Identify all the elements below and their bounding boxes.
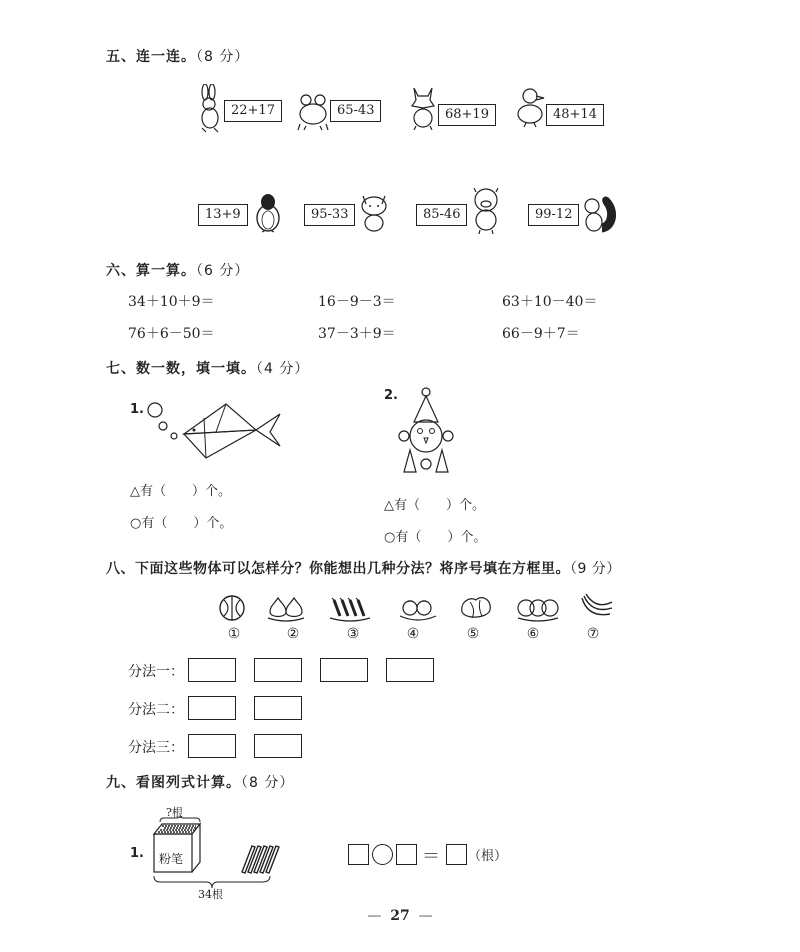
pears-icon xyxy=(266,594,306,622)
cat-icon xyxy=(358,190,390,232)
watermelon-icon xyxy=(218,594,246,622)
calc-1-2: 16－9－3＝ xyxy=(318,294,396,310)
unit-label: （根） xyxy=(468,849,508,864)
question-label: ?根 xyxy=(166,806,183,819)
equals-sign: ＝ xyxy=(422,846,440,867)
expr-box-bottom-4: 99-12 xyxy=(528,204,579,226)
page-number-value: 27 xyxy=(390,908,410,924)
q9-1-number: 1. xyxy=(130,846,144,861)
equation-box-2[interactable] xyxy=(396,844,417,865)
section-6-heading xyxy=(106,260,249,280)
result-box[interactable] xyxy=(446,844,467,865)
q7-1-triangle-answer: △有（ ）个。 xyxy=(130,484,231,499)
answer-box[interactable] xyxy=(188,658,236,682)
section-9-heading xyxy=(106,772,294,792)
q7-1-circle-answer: ○有（ ）个。 xyxy=(130,516,233,531)
calc-1-1: 34＋10＋9＝ xyxy=(128,294,215,310)
page-number: — 27 — xyxy=(367,908,433,924)
bananas-icon xyxy=(578,592,614,622)
section-9-title: 九、看图列式计算。 xyxy=(106,775,241,791)
calc-2-3: 66－9＋7＝ xyxy=(502,326,580,342)
answer-box[interactable] xyxy=(254,734,302,758)
q7-1-number: 1. xyxy=(130,402,144,417)
answer-box[interactable] xyxy=(386,658,434,682)
object-label-4: ④ xyxy=(406,626,420,642)
pig-icon xyxy=(470,186,502,234)
frog-icon xyxy=(296,92,330,132)
expr-box-top-2: 65-43 xyxy=(330,100,381,122)
section-5-points: （8 分） xyxy=(196,49,250,65)
cabbage-icon xyxy=(458,592,494,622)
expr-box-top-3: 68+19 xyxy=(438,104,496,126)
section-7-points: （4 分） xyxy=(256,361,310,377)
section-6-title: 六、算一算。 xyxy=(106,263,196,279)
rabbit-icon xyxy=(196,84,224,134)
answer-box[interactable] xyxy=(254,696,302,720)
squirrel-icon xyxy=(580,192,620,234)
apples-icon xyxy=(516,594,560,622)
total-label: 34根 xyxy=(198,888,223,901)
expr-box-top-4: 48+14 xyxy=(546,104,604,126)
calc-1-3: 63＋10－40＝ xyxy=(502,294,598,310)
method-label-1: 分法一： xyxy=(128,664,184,680)
answer-box[interactable] xyxy=(188,696,236,720)
expr-box-top-1: 22+17 xyxy=(224,100,282,122)
expr-box-bottom-3: 85-46 xyxy=(416,204,467,226)
penguin-icon xyxy=(254,192,282,234)
answer-box[interactable] xyxy=(320,658,368,682)
section-7-heading xyxy=(106,358,309,378)
section-8-title: 八、下面这些物体可以怎样分？你能想出几种分法？将序号填在方框里。 xyxy=(106,561,570,577)
carrots-icon xyxy=(328,594,372,622)
answer-box[interactable] xyxy=(188,734,236,758)
section-6-points: （6 分） xyxy=(196,263,250,279)
object-label-5: ⑤ xyxy=(466,626,480,642)
fish-figure xyxy=(144,396,284,464)
object-label-1: ① xyxy=(227,626,241,642)
object-label-6: ⑥ xyxy=(526,626,540,642)
duck-icon xyxy=(516,86,546,128)
section-8-heading xyxy=(106,558,621,578)
q7-2-triangle-answer: △有（ ）个。 xyxy=(384,498,485,513)
section-8-points: （9 分） xyxy=(570,561,621,577)
expr-box-bottom-2: 95-33 xyxy=(304,204,355,226)
chalk-box-label: 粉笔 xyxy=(159,852,184,866)
section-5-title: 五、连一连。 xyxy=(106,49,196,65)
section-7-title: 七、数一数，填一填。 xyxy=(106,361,256,377)
calc-2-2: 37－3＋9＝ xyxy=(318,326,396,342)
expr-box-bottom-1: 13+9 xyxy=(198,204,248,226)
section-5-heading xyxy=(106,46,249,66)
object-label-7: ⑦ xyxy=(586,626,600,642)
section-9-points: （8 分） xyxy=(241,775,295,791)
tomatoes-icon xyxy=(398,596,438,622)
wolf-icon xyxy=(408,84,438,130)
q7-2-circle-answer: ○有（ ）个。 xyxy=(384,530,487,545)
method-label-3: 分法三： xyxy=(128,740,184,756)
q7-2-number: 2. xyxy=(384,388,398,403)
calc-2-1: 76＋6－50＝ xyxy=(128,326,215,342)
method-label-2: 分法二： xyxy=(128,702,184,718)
object-label-2: ② xyxy=(286,626,300,642)
clown-figure xyxy=(396,386,456,476)
object-label-3: ③ xyxy=(346,626,360,642)
operator-circle[interactable] xyxy=(372,844,393,865)
answer-box[interactable] xyxy=(254,658,302,682)
equation-box-1[interactable] xyxy=(348,844,369,865)
